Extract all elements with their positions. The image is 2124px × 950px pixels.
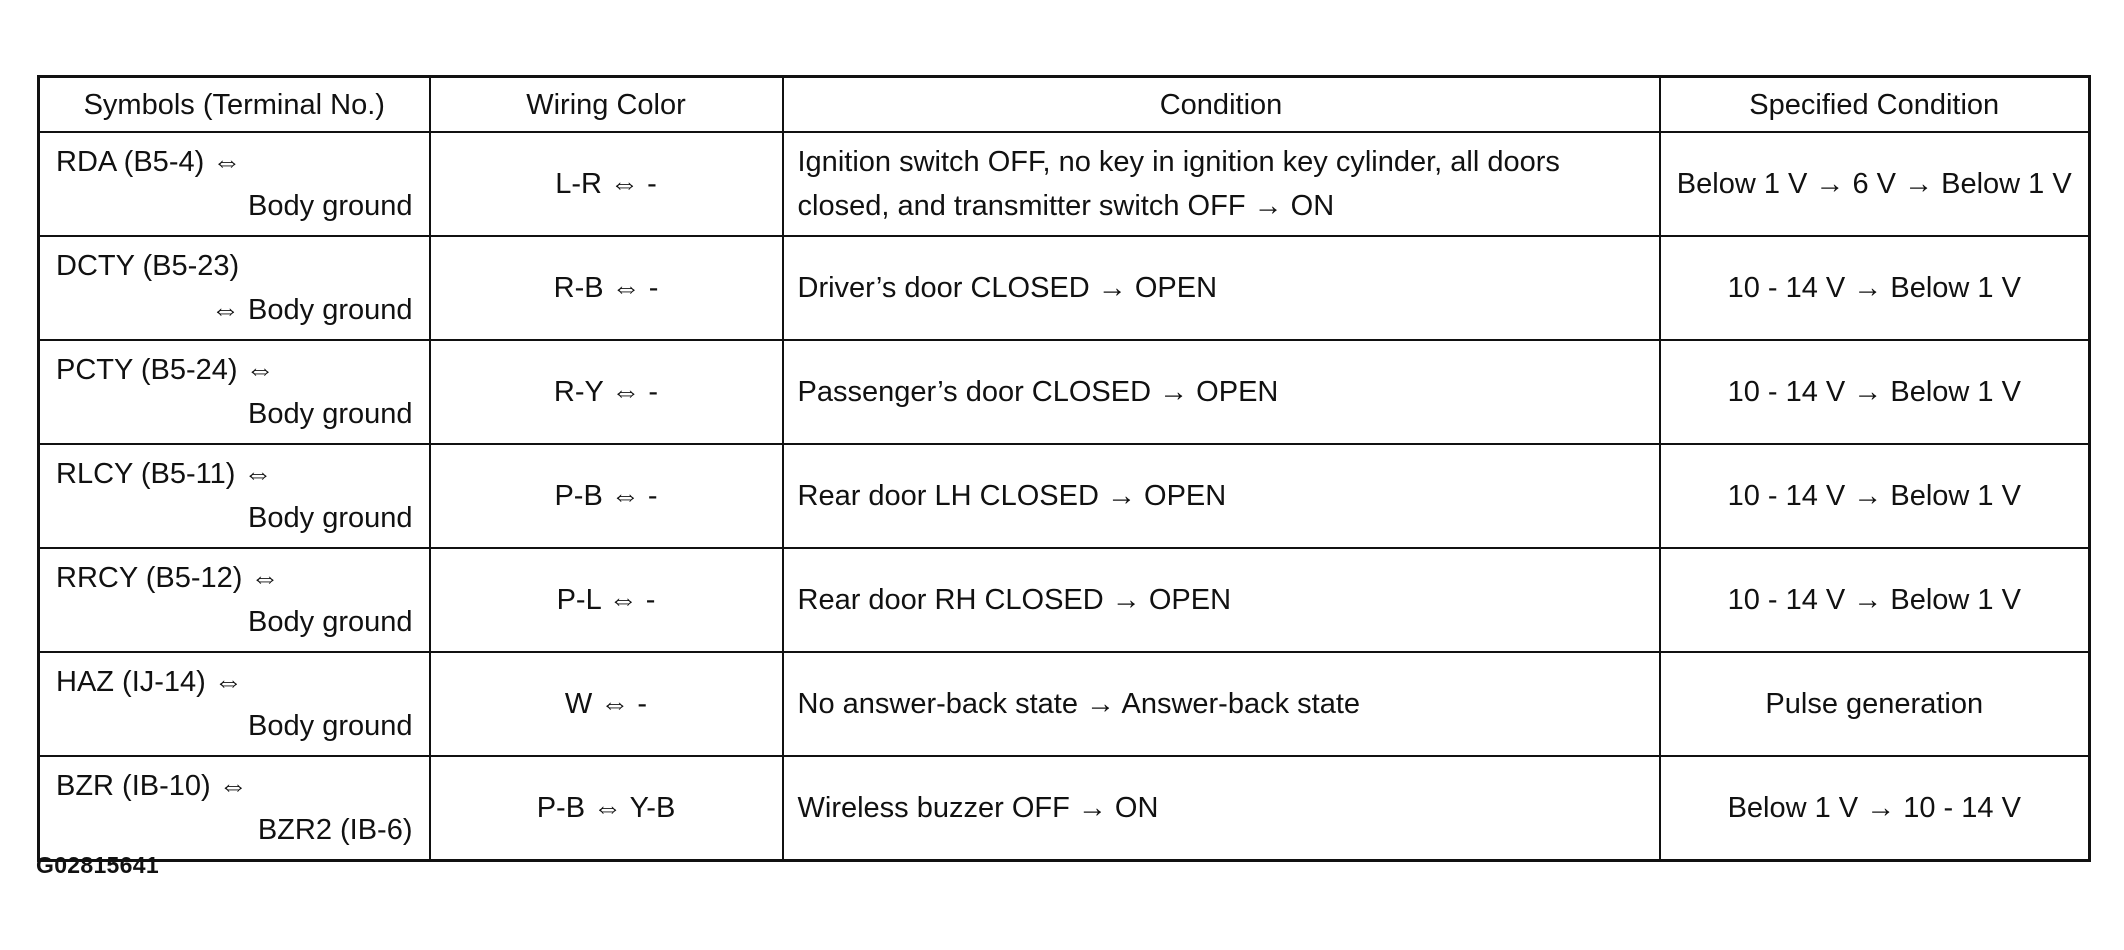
- condition-cell: Passenger’s door CLOSED → OPEN: [783, 340, 1660, 444]
- table-row: [39, 756, 2090, 861]
- condition-cell: Rear door RH CLOSED → OPEN: [783, 548, 1660, 652]
- wiring-color-cell: R-Y ⇔ -: [430, 340, 783, 444]
- header-symbols: Symbols (Terminal No.): [39, 77, 430, 133]
- table-row: [39, 236, 2090, 340]
- wiring-color-cell: W ⇔ -: [430, 652, 783, 756]
- wiring-color-cell: P-B ⇔ Y-B: [430, 756, 783, 861]
- terminal-spec-table: [37, 75, 2091, 862]
- symbol-terminal: DCTY (B5-23): [56, 250, 240, 282]
- symbol-cell: [39, 132, 430, 236]
- symbol-ground: Body ground: [248, 190, 413, 222]
- symbol-terminal: HAZ (IJ-14) ⇔: [56, 666, 243, 698]
- figure-id: G02815641: [36, 852, 159, 878]
- symbol-terminal: BZR (IB-10) ⇔: [56, 770, 248, 802]
- specified-condition-cell: Below 1 V → 10 - 14 V: [1660, 756, 2090, 861]
- condition-cell: Wireless buzzer OFF → ON: [783, 756, 1660, 861]
- condition-cell: Driver’s door CLOSED → OPEN: [783, 236, 1660, 340]
- symbol-ground: Body ground: [248, 502, 413, 534]
- condition-cell: Rear door LH CLOSED → OPEN: [783, 444, 1660, 548]
- condition-cell: Ignition switch OFF, no key in ignition key cylinder, all doors closed, and transmitter switch OFF → ON: [783, 132, 1660, 236]
- symbol-cell: [39, 340, 430, 444]
- header-specified-condition: Specified Condition: [1660, 77, 2090, 133]
- symbol-cell: [39, 548, 430, 652]
- wiring-color-cell: P-B ⇔ -: [430, 444, 783, 548]
- table-row: [39, 132, 2090, 236]
- table-row: [39, 340, 2090, 444]
- wiring-color-cell: R-B ⇔ -: [430, 236, 783, 340]
- symbol-ground: BZR2 (IB-6): [257, 814, 413, 846]
- symbol-terminal: RRCY (B5-12) ⇔: [56, 562, 280, 594]
- header-condition: Condition: [783, 77, 1660, 133]
- specified-condition-cell: Pulse generation: [1660, 652, 2090, 756]
- symbol-cell: [39, 444, 430, 548]
- symbol-terminal: RLCY (B5-11) ⇔: [56, 458, 273, 490]
- specified-condition-cell: Below 1 V → 6 V → Below 1 V: [1660, 132, 2090, 236]
- header-wiring-color: Wiring Color: [430, 77, 783, 133]
- specified-condition-cell: 10 - 14 V → Below 1 V: [1660, 236, 2090, 340]
- wiring-color-cell: P-L ⇔ -: [430, 548, 783, 652]
- symbol-cell: [39, 652, 430, 756]
- table-row: [39, 652, 2090, 756]
- symbol-terminal: PCTY (B5-24) ⇔: [56, 354, 275, 386]
- symbol-ground: Body ground: [248, 606, 413, 638]
- specified-condition-cell: 10 - 14 V → Below 1 V: [1660, 340, 2090, 444]
- table-row: [39, 444, 2090, 548]
- symbol-ground: Body ground: [248, 398, 413, 430]
- symbol-terminal: RDA (B5-4) ⇔: [56, 146, 242, 178]
- specified-condition-cell: 10 - 14 V → Below 1 V: [1660, 444, 2090, 548]
- specified-condition-cell: 10 - 14 V → Below 1 V: [1660, 548, 2090, 652]
- symbol-ground: ⇔ Body ground: [210, 294, 413, 326]
- symbol-cell: [39, 236, 430, 340]
- symbol-cell: [39, 756, 430, 861]
- condition-cell: No answer-back state → Answer-back state: [783, 652, 1660, 756]
- symbol-ground: Body ground: [248, 710, 413, 742]
- table-row: [39, 548, 2090, 652]
- header-row: [39, 77, 2090, 133]
- wiring-color-cell: L-R ⇔ -: [430, 132, 783, 236]
